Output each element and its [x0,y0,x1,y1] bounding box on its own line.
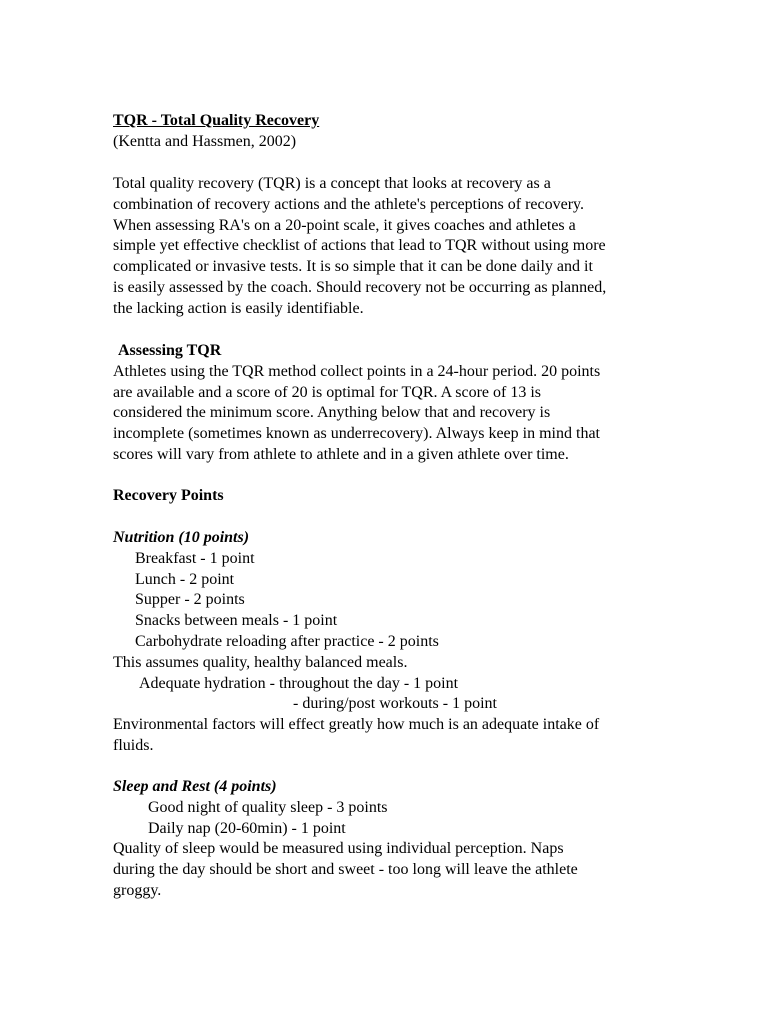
sleep-line: during the day should be short and sweet - too long will leave the athlete [113,861,578,879]
sleep-line: Quality of sleep would be measured using individual perception. Naps [113,840,564,858]
intro-line: Total quality recovery (TQR) is a concept that looks at recovery as a [113,175,551,192]
nutrition-item: Lunch - 2 point [135,570,235,588]
sleep-line: groggy. [113,881,162,899]
header-block [113,111,658,153]
recovery-points-heading: Recovery Points [113,487,224,504]
nutrition-heading: Nutrition (10 points) [113,529,250,546]
intro-line: simple yet effective checklist of actions that lead to TQR without using more [113,237,606,255]
assessing-heading: Assessing TQR [118,342,222,359]
environment-line: fluids. [113,736,154,754]
recovery-points-section [113,486,658,507]
assessing-line: Athletes using the TQR method collect points in a 24-hour period. 20 points [113,362,601,380]
intro-line: combination of recovery actions and the athlete's perceptions of recovery. [113,195,584,213]
nutrition-note: This assumes quality, healthy balanced meals. [113,653,408,671]
nutrition-section [113,528,658,757]
assessing-section [113,341,658,466]
sleep-section [113,777,658,902]
intro-line: is easily assessed by the coach. Should recovery not be occurring as planned, [113,278,607,296]
citation: (Kentta and Hassmen, 2002) [113,132,297,150]
sleep-heading: Sleep and Rest (4 points) [113,778,277,795]
hydration-line: - during/post workouts - 1 point [293,695,497,713]
intro-paragraph [113,174,658,320]
environment-line: Environmental factors will effect greatly how much is an adequate intake of [113,716,600,734]
sleep-item: Good night of quality sleep - 3 points [148,798,388,816]
nutrition-item: Supper - 2 points [135,591,245,609]
assessing-line: incomplete (sometimes known as underrecovery). Always keep in mind that [113,425,600,443]
intro-line: When assessing RA's on a 20-point scale, it gives coaches and athletes a [113,216,576,234]
document-title: TQR - Total Quality Recovery [113,112,320,129]
assessing-line: are available and a score of 20 is optimal for TQR. A score of 13 is [113,383,542,401]
assessing-line: considered the minimum score. Anything below that and recovery is [113,404,551,422]
nutrition-item: Snacks between meals - 1 point [135,612,338,630]
intro-line: complicated or invasive tests. It is so simple that it can be done daily and it [113,258,593,276]
nutrition-item: Breakfast - 1 point [135,549,255,567]
sleep-item: Daily nap (20-60min) - 1 point [148,819,346,837]
assessing-line: scores will vary from athlete to athlete and in a given athlete over time. [113,445,569,463]
intro-line: the lacking action is easily identifiable. [113,299,364,317]
hydration-line: Adequate hydration - throughout the day - 1 point [139,674,459,692]
nutrition-item: Carbohydrate reloading after practice - 2 points [135,632,439,650]
